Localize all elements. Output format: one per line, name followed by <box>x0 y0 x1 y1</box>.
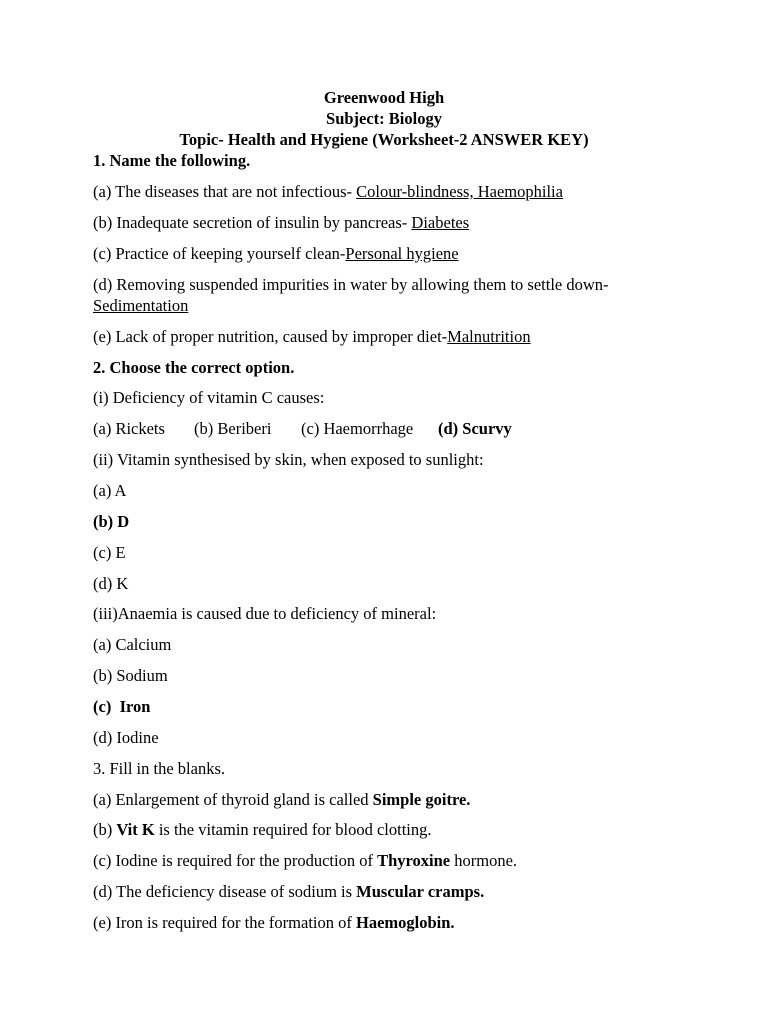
q3-item-c <box>93 851 517 871</box>
school-name: Greenwood High <box>323 88 445 107</box>
q1-c-answer: Personal hygiene <box>345 244 459 263</box>
q3-a-answer: Simple goitre. <box>372 790 471 809</box>
q1-item-b <box>93 213 469 233</box>
q2-iii-option-c: (c) Iron <box>93 697 151 716</box>
q3-c-answer: Thyroxine <box>377 851 451 870</box>
q1-d-prefix: (d) Removing suspended impurities in water by allowing them to settle down- <box>93 275 609 294</box>
q1-b-prefix: (b) Inadequate secretion of insulin by pancreas- <box>93 213 412 232</box>
q1-item-a <box>93 182 563 202</box>
q2-heading: 2. Choose the correct option. <box>93 358 295 377</box>
q3-c-after: hormone. <box>450 851 518 870</box>
q3-d-before: (d) The deficiency disease of sodium is <box>93 882 357 901</box>
q1-item-c <box>93 244 459 264</box>
q2-ii-question: (ii) Vitamin synthesised by skin, when exposed to sunlight: <box>93 450 484 469</box>
q2-ii-option-d: (d) K <box>93 574 129 593</box>
q1-e-answer: Malnutrition <box>447 327 531 346</box>
q3-item-b <box>93 820 432 840</box>
q3-b-after: is the vitamin required for blood clotting. <box>154 820 432 839</box>
q2-i-option-a: (a) Rickets <box>93 419 165 438</box>
q3-b-before: (b) <box>93 820 117 839</box>
q3-a-before: (a) Enlargement of thyroid gland is called <box>93 790 373 809</box>
q1-c-prefix: (c) Practice of keeping yourself clean- <box>93 244 346 263</box>
q3-e-before: (e) Iron is required for the formation of <box>93 913 356 932</box>
q2-iii-option-d: (d) Iodine <box>93 728 159 747</box>
q3-item-a <box>93 790 470 810</box>
q3-heading: 3. Fill in the blanks. <box>93 759 225 778</box>
q1-d-answer: Sedimentation <box>93 296 189 315</box>
q2-i-option-b: (b) Beriberi <box>194 419 272 438</box>
q3-item-d <box>93 882 484 902</box>
q2-i-question: (i) Deficiency of vitamin C causes: <box>93 388 325 407</box>
subject-title: Subject: Biology <box>326 109 442 128</box>
q2-i-option-c: (c) Haemorrhage <box>301 419 414 438</box>
q1-item-d <box>93 275 609 295</box>
q3-item-e <box>93 913 455 933</box>
q2-ii-option-a: (a) A <box>93 481 127 500</box>
q1-a-answer: Colour-blindness, Haemophilia <box>356 182 563 201</box>
q3-e-answer: Haemoglobin. <box>356 913 455 932</box>
q2-ii-option-b: (b) D <box>93 512 130 531</box>
q3-b-answer: Vit K <box>116 820 155 839</box>
q1-b-answer: Diabetes <box>411 213 470 232</box>
q2-ii-option-c: (c) E <box>93 543 126 562</box>
q2-i-options <box>93 419 512 439</box>
q2-iii-option-b: (b) Sodium <box>93 666 168 685</box>
q1-e-prefix: (e) Lack of proper nutrition, caused by improper diet- <box>93 327 448 346</box>
q1-a-prefix: (a) The diseases that are not infectious- <box>93 182 357 201</box>
q3-c-before: (c) Iodine is required for the production of <box>93 851 378 870</box>
q3-d-answer: Muscular cramps. <box>356 882 485 901</box>
topic-title: Topic- Health and Hygiene (Worksheet-2 ANSWER KEY) <box>179 130 589 149</box>
q2-iii-question: (iii)Anaemia is caused due to deficiency of mineral: <box>93 604 437 623</box>
q2-iii-option-a: (a) Calcium <box>93 635 172 654</box>
q2-i-option-d: (d) Scurvy <box>438 419 512 438</box>
q1-heading: 1. Name the following. <box>93 151 251 170</box>
q1-item-e <box>93 327 531 347</box>
q1-item-d-answer-line <box>93 296 188 316</box>
